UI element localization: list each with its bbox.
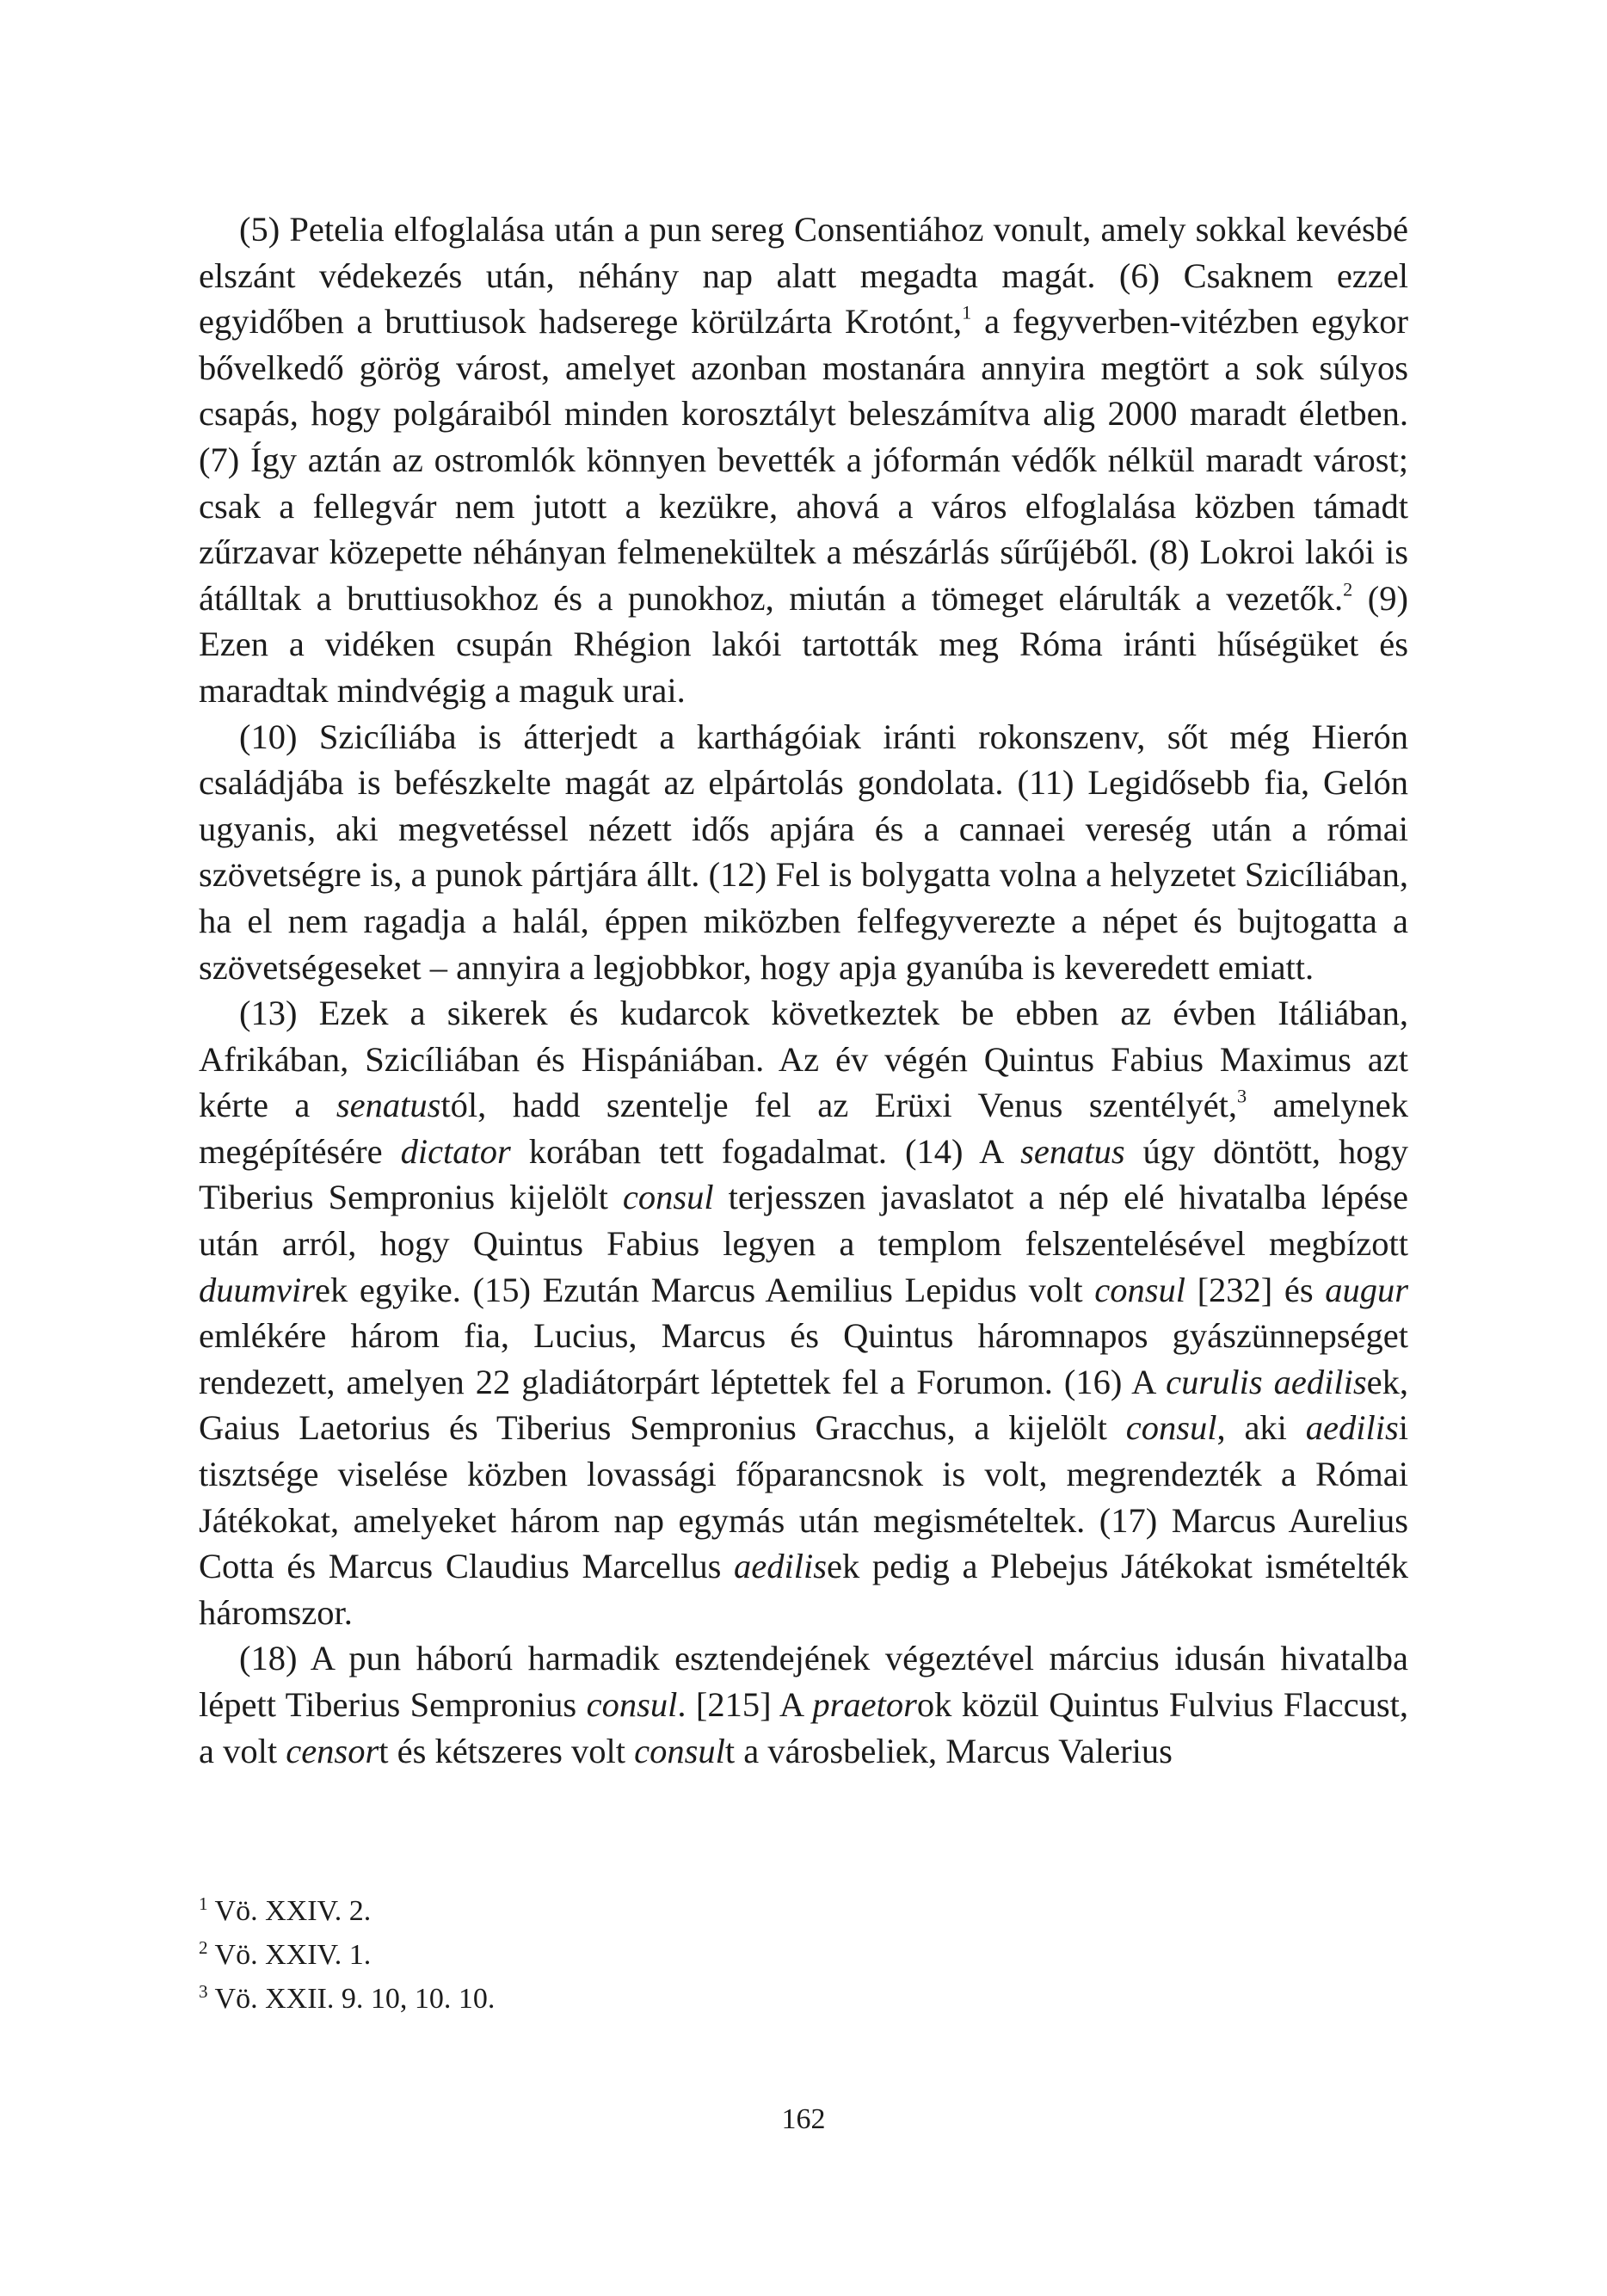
text-run: emlékére három fia, Lucius, Marcus és Quintus háromnapos gyászünnepséget rendezett, amelyen 22 gladiátorpárt léptettek fel a Forumon. (16) A — [199, 1316, 1408, 1401]
footnote-ref: 1 — [962, 301, 972, 323]
text-run: terjesszen javaslatot a nép elé hivatalba lépése után arról, hogy Quintus Fabius legyen a templom felszentelésével megbízott — [199, 1178, 1408, 1264]
text-run: ek egyike. (15) Ezután Marcus Aemilius Lepidus volt — [315, 1270, 1095, 1309]
paragraph — [199, 714, 1408, 991]
italic-term: duumvir — [199, 1270, 315, 1309]
footnote — [199, 1977, 1408, 2021]
italic-term: consul — [622, 1178, 714, 1217]
text-run: i tisztsége viselése közben lovassági főparancsnok is volt, megrendezték a Római Játékokat, amelyeket három nap egymás után megismételtek. (17) Marcus Aurelius Cotta és Marcus Claudius Marcellus — [199, 1408, 1408, 1586]
text-run: ok közül Quintus Fulvius Flaccust, a volt — [199, 1685, 1408, 1770]
italic-term: senatus — [1020, 1131, 1125, 1171]
text-run: (10) Szicíliába is átterjedt a karthágóiak iránti rokonszenv, sőt még Hierón családjába is befészkelte magát az elpártolás gondolata. (11) Legidősebb fia, Gelón ugyanis, aki megvetéssel nézett idős apjára és a cannaei vereség után a római szövetségre is, a punok pártjára állt. (12) Fel is bolygatta volna a helyzetet Szicíliában, ha el nem ragadja a halál, éppen miközben felfegyverezte a népet és bujtogatta a szövetségeseket – annyira a legjobbkor, hogy apja gyanúba is keveredett emiatt. — [199, 717, 1408, 987]
footnote-mark: 1 — [199, 1893, 208, 1915]
italic-term: curulis aedilis — [1166, 1362, 1367, 1401]
footnote-ref: 3 — [1236, 1085, 1247, 1107]
footnote — [199, 1933, 1408, 1977]
italic-term: dictator — [400, 1131, 511, 1171]
paragraph — [199, 1635, 1408, 1774]
text-run: (18) A pun háború harmadik esztendejének végeztével március idusán hivatalba lépett Tiberius Sempronius — [199, 1639, 1408, 1724]
italic-term: censor — [286, 1731, 379, 1770]
text-run: . [215] A — [677, 1685, 813, 1724]
italic-term: consul — [1094, 1270, 1185, 1309]
italic-term: consul — [1125, 1408, 1217, 1448]
footnote-text: Vö. XXIV. 1. — [214, 1939, 372, 1971]
italic-term: praetor — [812, 1685, 917, 1724]
italic-term: consul — [586, 1685, 678, 1724]
text-run: (5) Petelia elfoglalása után a pun sereg Consentiához vonult, amely sokkal kevésbé elszánt védekezés után, néhány nap alatt megadta magát. (6) Csaknem ezzel egyidőben a bruttiusok hadserege körülzárta Krotónt, — [199, 210, 1408, 342]
paragraph — [199, 990, 1408, 1635]
italic-term: senatus — [336, 1086, 441, 1125]
italic-term: consul — [634, 1731, 725, 1770]
paragraph — [199, 206, 1408, 714]
italic-term: augur — [1325, 1270, 1408, 1309]
main-text — [199, 206, 1408, 1774]
text-run: (9) Ezen a vidéken csupán Rhégion lakói tartották meg Róma iránti hűségüket és maradtak mindvégig a maguk urai. — [199, 578, 1408, 710]
page-number: 162 — [781, 2103, 826, 2135]
text-run: a fegyverben-vitézben egykor bővelkedő görög várost, amelyet azonban mostanára annyira megtört a sok súlyos csapás, hogy polgáraiból minden korosztályt beleszámítva alig 2000 maradt életben. (7) Így aztán az ostromlók könnyen bevették a jóformán védők nélkül maradt várost; csak a fellegvár nem jutott a kezükre, ahová a város elfoglalása közben támadt zűrzavar közepette néhányan felmenekültek a mészárlás sűrűjéből. (8) Lokroi lakói is átálltak a bruttiusokhoz és a punokhoz, miután a tömeget elárulták a vezetők. — [199, 302, 1409, 618]
text-run: úgy döntött, hogy Tiberius Sempronius kijelölt — [199, 1131, 1408, 1217]
text-run: t a városbeliek, Marcus Valerius — [724, 1731, 1173, 1770]
text-run: amelynek megépítésére — [199, 1086, 1409, 1171]
footnote-ref: 2 — [1343, 578, 1353, 600]
text-run: (13) Ezek a sikerek és kudarcok következtek be ebben az évben Itáliában, Afrikában, Szicíliában és Hispániában. Az év végén Quintus Fabius Maximus azt kérte a — [199, 994, 1408, 1125]
text-run: korában tett fogadalmat. (14) A — [510, 1131, 1021, 1171]
footnote — [199, 1889, 1408, 1933]
text-run: , aki — [1216, 1408, 1306, 1448]
footnote-mark: 3 — [199, 1981, 208, 2003]
footnotes — [199, 1889, 1408, 2021]
footnote-text: Vö. XXIV. 2. — [214, 1895, 372, 1927]
italic-term: aedilis — [1305, 1408, 1399, 1448]
text-run: ek pedig a Plebejus Játékokat ismételték háromszor. — [199, 1547, 1408, 1632]
footnote-text: Vö. XXII. 9. 10, 10. 10. — [214, 1983, 496, 2015]
text-run: t és kétszeres volt — [379, 1731, 635, 1770]
text-run: [232] és — [1185, 1270, 1326, 1309]
text-run: tól, hadd szentelje fel az Erüxi Venus szentélyét, — [440, 1086, 1237, 1125]
italic-term: aedilis — [734, 1547, 828, 1586]
footnote-mark: 2 — [199, 1937, 208, 1959]
text-run: ek, Gaius Laetorius és Tiberius Sempronius Gracchus, a kijelölt — [199, 1362, 1408, 1448]
